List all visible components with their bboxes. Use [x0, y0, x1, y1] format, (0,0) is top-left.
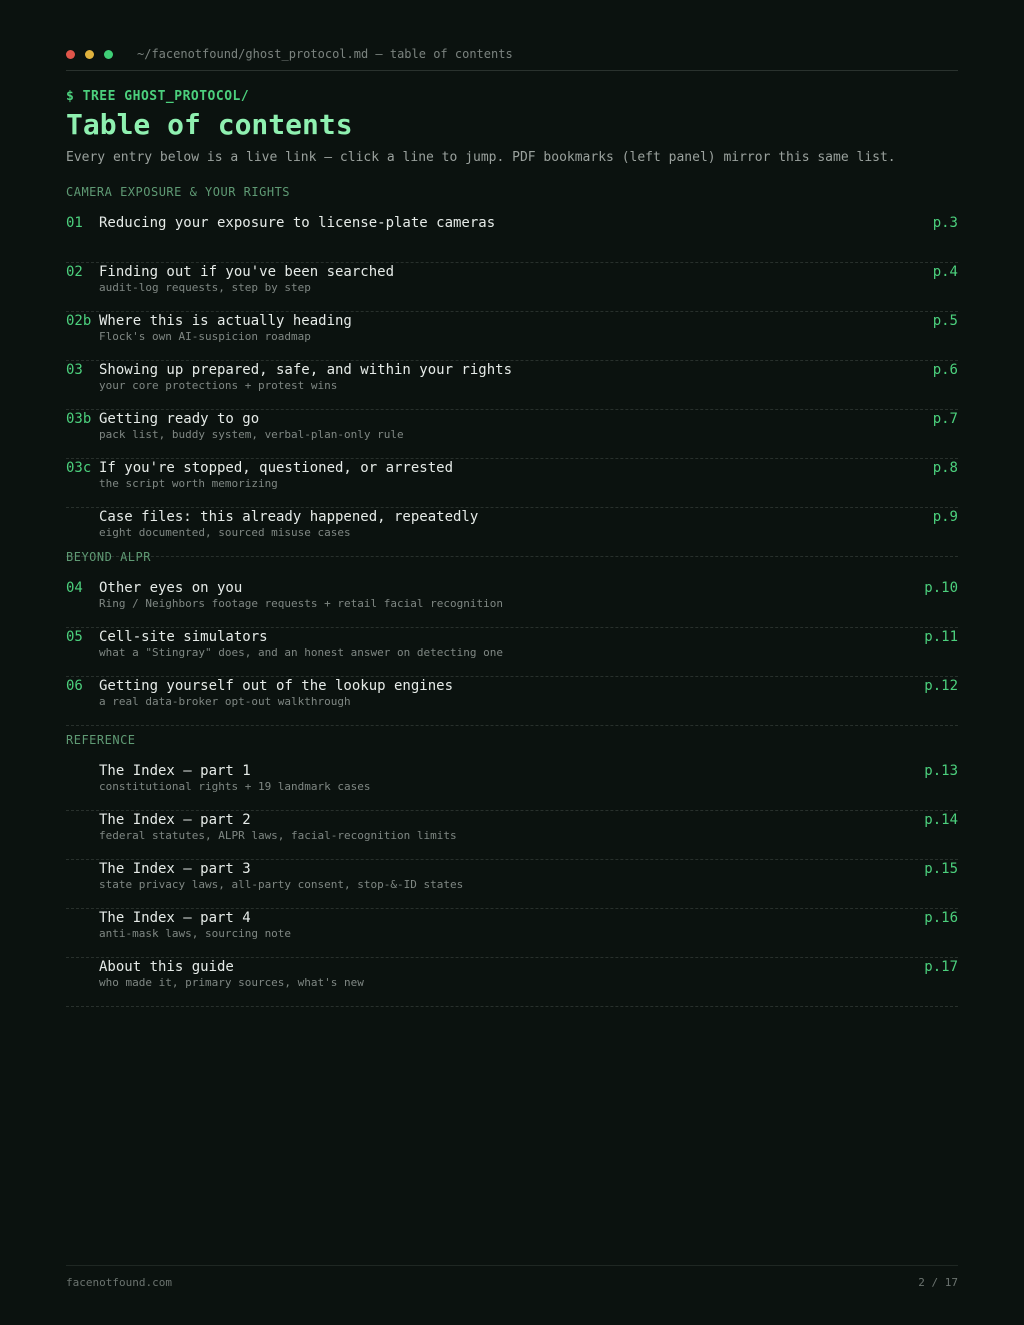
toc-entry-link[interactable] — [66, 361, 958, 410]
toc-entry-link[interactable] — [66, 312, 958, 361]
intro-text: Every entry below is a live link — click a line to jump. PDF bookmarks (left panel) mirror this same list. — [66, 150, 896, 165]
entry-page-number: p.13 — [924, 763, 958, 779]
entry-subtitle: Flock's own AI-suspicion roadmap — [99, 330, 311, 343]
page-title: Table of contents — [66, 108, 353, 141]
entry-subtitle: who made it, primary sources, what's new — [99, 976, 364, 989]
footer-page-number: 2 / 17 — [918, 1276, 958, 1289]
entry-number: 03c — [66, 460, 92, 476]
entry-subtitle: your core protections + protest wins — [99, 379, 338, 392]
entry-page-number: p.7 — [932, 411, 958, 427]
section-label: CAMERA EXPOSURE & YOUR RIGHTS — [66, 185, 291, 199]
entry-title: The Index — part 1 — [99, 763, 251, 779]
entry-title: The Index — part 3 — [99, 861, 251, 877]
green-dot-icon — [104, 50, 113, 59]
entry-page-number: p.14 — [924, 812, 958, 828]
entry-page-number: p.9 — [932, 509, 958, 525]
entry-page-number: p.10 — [924, 580, 958, 596]
entry-subtitle: audit-log requests, step by step — [99, 281, 311, 294]
entry-page-number: p.11 — [924, 629, 958, 645]
entry-title: Showing up prepared, safe, and within your rights — [99, 362, 513, 378]
entry-page-number: p.15 — [924, 861, 958, 877]
section-label: REFERENCE — [66, 733, 136, 747]
entry-subtitle: state privacy laws, all-party consent, stop-&-ID states — [99, 878, 464, 891]
entry-subtitle: eight documented, sourced misuse cases — [99, 526, 351, 539]
entry-page-number: p.3 — [932, 215, 958, 231]
footer-site: facenotfound.com — [66, 1276, 172, 1289]
entry-number: 03b — [66, 411, 92, 427]
page-footer — [66, 1265, 958, 1289]
entry-title: About this guide — [99, 959, 234, 975]
entry-number: 02 — [66, 264, 83, 280]
entry-title: Other eyes on you — [99, 580, 243, 596]
yellow-dot-icon — [85, 50, 94, 59]
entry-subtitle: constitutional rights + 19 landmark cases — [99, 780, 371, 793]
terminal-path: ~/facenotfound/ghost_protocol.md — table of contents — [137, 47, 513, 61]
entry-title: Case files: this already happened, repeatedly — [99, 509, 479, 525]
entry-title: Cell-site simulators — [99, 629, 268, 645]
toc-entry-link[interactable] — [66, 579, 958, 628]
entry-title: Getting yourself out of the lookup engines — [99, 678, 454, 694]
entry-number: 01 — [66, 215, 83, 231]
entry-subtitle: federal statutes, ALPR laws, facial-recognition limits — [99, 829, 457, 842]
entry-number: 02b — [66, 313, 92, 329]
toc-entry-link[interactable] — [66, 263, 958, 312]
entry-number: 06 — [66, 678, 83, 694]
entry-page-number: p.6 — [932, 362, 958, 378]
toc-entry-link[interactable] — [66, 677, 958, 726]
toc-entry-link[interactable] — [66, 508, 958, 557]
entry-page-number: p.17 — [924, 959, 958, 975]
toc-entry-link[interactable] — [66, 958, 958, 1007]
red-dot-icon — [66, 50, 75, 59]
entry-title: If you're stopped, questioned, or arrested — [99, 460, 454, 476]
entry-title: Reducing your exposure to license-plate cameras — [99, 215, 496, 231]
entry-title: Where this is actually heading — [99, 313, 352, 329]
entry-title: The Index — part 4 — [99, 910, 251, 926]
entry-subtitle: the script worth memorizing — [99, 477, 278, 490]
shell-prompt: $ TREE GHOST_PROTOCOL/ — [66, 89, 250, 104]
entry-subtitle: a real data-broker opt-out walkthrough — [99, 695, 351, 708]
toc-entry-link[interactable] — [66, 459, 958, 508]
toc-entry-link[interactable] — [66, 410, 958, 459]
entry-page-number: p.8 — [932, 460, 958, 476]
entry-subtitle: pack list, buddy system, verbal-plan-only rule — [99, 428, 404, 441]
entry-number: 05 — [66, 629, 83, 645]
entry-subtitle: Ring / Neighbors footage requests + retail facial recognition — [99, 597, 503, 610]
entry-page-number: p.5 — [932, 313, 958, 329]
entry-page-number: p.16 — [924, 910, 958, 926]
entry-number: 03 — [66, 362, 83, 378]
entry-page-number: p.12 — [924, 678, 958, 694]
entry-number: 04 — [66, 580, 83, 596]
toc-entry-link[interactable] — [66, 628, 958, 677]
toc-entry-link[interactable] — [66, 909, 958, 958]
toc-entry-link[interactable] — [66, 762, 958, 811]
entry-subtitle: anti-mask laws, sourcing note — [99, 927, 292, 940]
entry-title: The Index — part 2 — [99, 812, 251, 828]
terminal-title-bar — [66, 46, 958, 71]
toc-entry-link[interactable] — [66, 860, 958, 909]
section-label: BEYOND ALPR — [66, 550, 151, 564]
entry-title: Getting ready to go — [99, 411, 260, 427]
entry-page-number: p.4 — [932, 264, 958, 280]
entry-title: Finding out if you've been searched — [99, 264, 395, 280]
entry-subtitle: what a "Stingray" does, and an honest answer on detecting one — [99, 646, 503, 659]
toc-entry-link[interactable] — [66, 214, 958, 263]
toc-entry-link[interactable] — [66, 811, 958, 860]
